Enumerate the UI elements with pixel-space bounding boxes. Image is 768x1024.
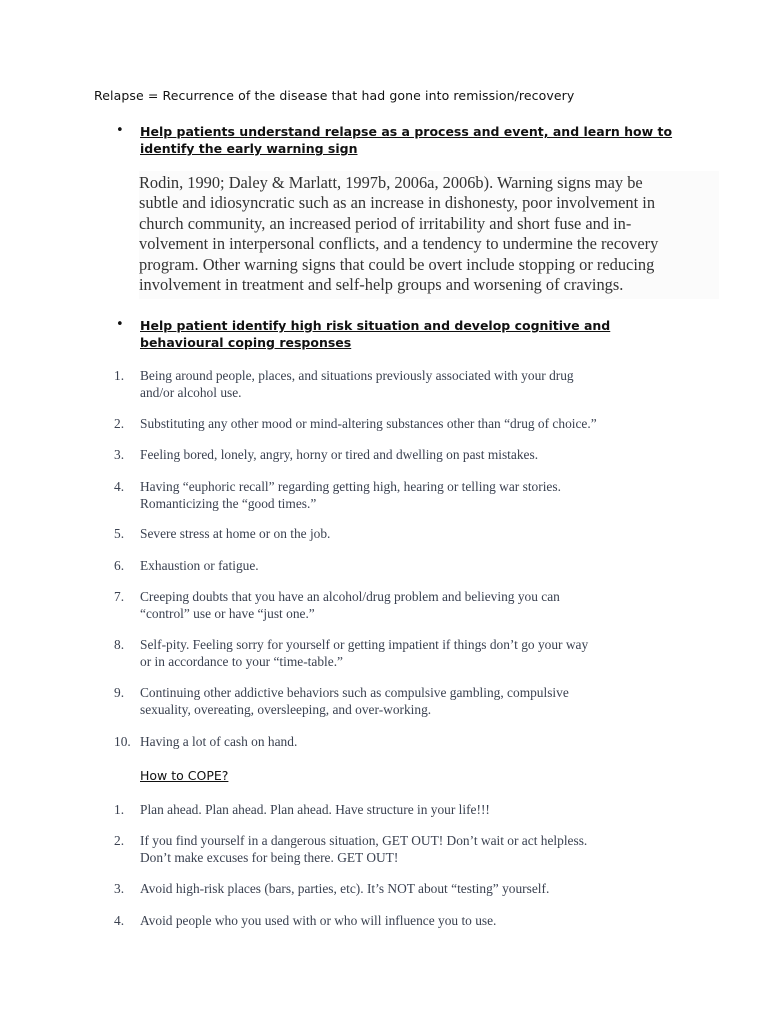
excerpt-line: program. Other warning signs that could be overt include stopping or reducing [139,254,655,274]
list-item [114,415,714,432]
bullet-heading-line: behavioural coping responses [140,335,352,350]
bullet-heading-line: identify the early warning sign [140,141,358,156]
list-text: sexuality, overeating, oversleeping, and over-working. [140,702,432,717]
list-number: 10. [114,734,131,749]
list-number: 8. [114,637,125,652]
excerpt-line: Rodin, 1990; Daley & Marlatt, 1997b, 2006a, 2006b). Warning signs may be [139,173,643,192]
list-item [114,801,714,818]
list-item [114,588,714,622]
list-number: 3. [114,447,125,462]
list-text: Severe stress at home or on the job. [140,526,331,541]
bullet-heading-line: Help patient identify high risk situation and develop cognitive and [140,318,611,333]
list-text: or in accordance to your “time-table.” [140,654,343,669]
list-number: 7. [114,589,125,604]
list-item [114,478,714,512]
excerpt-line: subtle and idiosyncratic such as an increase in dishonesty, poor involvement in [139,193,656,213]
list-text: “control” use or have “just one.” [140,606,315,621]
list-number: 2. [114,416,125,431]
list-item [114,636,714,670]
list-number: 1. [114,368,125,383]
list-number: 5. [114,526,125,541]
list-text: Being around people, places, and situations previously associated with your drug [140,368,574,383]
excerpt-line: involvement in treatment and self-help groups and worsening of cravings. [139,275,624,295]
list-text: If you find yourself in a dangerous situation, GET OUT! Don’t wait or act helpless. [140,833,588,848]
list-item [114,684,714,718]
list-item [114,912,714,929]
list-text: Having “euphoric recall” regarding getting high, hearing or telling war stories. [140,479,561,494]
list-text: Plan ahead. Plan ahead. Plan ahead. Have structure in your life!!! [140,802,490,817]
excerpt-line: church community, an increased period of irritability and short fuse and in- [139,213,632,233]
list-text: Avoid high-risk places (bars, parties, etc). It’s NOT about “testing” yourself. [140,881,550,896]
list-text: Having a lot of cash on hand. [140,734,298,749]
bullet-marker: • [116,317,124,332]
list-number: 2. [114,833,125,848]
list-item [114,880,714,897]
list-item [114,525,714,542]
list-text: Continuing other addictive behaviors such as compulsive gambling, compulsive [140,685,569,700]
list-text: Exhaustion or fatigue. [140,558,259,573]
list-text: Creeping doubts that you have an alcohol/drug problem and believing you can [140,589,560,604]
list-number: 3. [114,881,125,896]
quoted-excerpt [139,171,719,299]
list-text: Feeling bored, lonely, angry, horny or tired and dwelling on past mistakes. [140,447,539,462]
list-item [114,367,714,401]
bullet-heading-high-risk [140,317,700,351]
list-text: Don’t make excuses for being there. GET OUT! [140,850,399,865]
list-item [114,832,714,866]
bullet-heading-early-warning [140,123,700,157]
list-number: 6. [114,558,125,573]
bullet-marker: • [116,123,124,138]
excerpt-line: volvement in interpersonal conflicts, and a tendency to undermine the recovery [139,234,659,254]
list-text: Substituting any other mood or mind-altering substances other than “drug of choice.” [140,416,597,431]
list-number: 1. [114,802,125,817]
list-number: 4. [114,479,125,494]
bullet-heading-line: Help patients understand relapse as a process and event, and learn how to [140,124,673,139]
list-item [114,733,714,750]
cope-heading: How to COPE? [140,768,229,783]
list-item [114,446,714,463]
list-text: Self-pity. Feeling sorry for yourself or getting impatient if things don’t go your way [140,637,589,652]
relapse-definition: Relapse = Recurrence of the disease that had gone into remission/recovery [94,88,575,103]
list-item [114,557,714,574]
list-number: 4. [114,913,125,928]
list-text: and/or alcohol use. [140,385,242,400]
list-text: Romanticizing the “good times.” [140,496,317,511]
list-text: Avoid people who you used with or who will influence you to use. [140,913,497,928]
list-number: 9. [114,685,125,700]
